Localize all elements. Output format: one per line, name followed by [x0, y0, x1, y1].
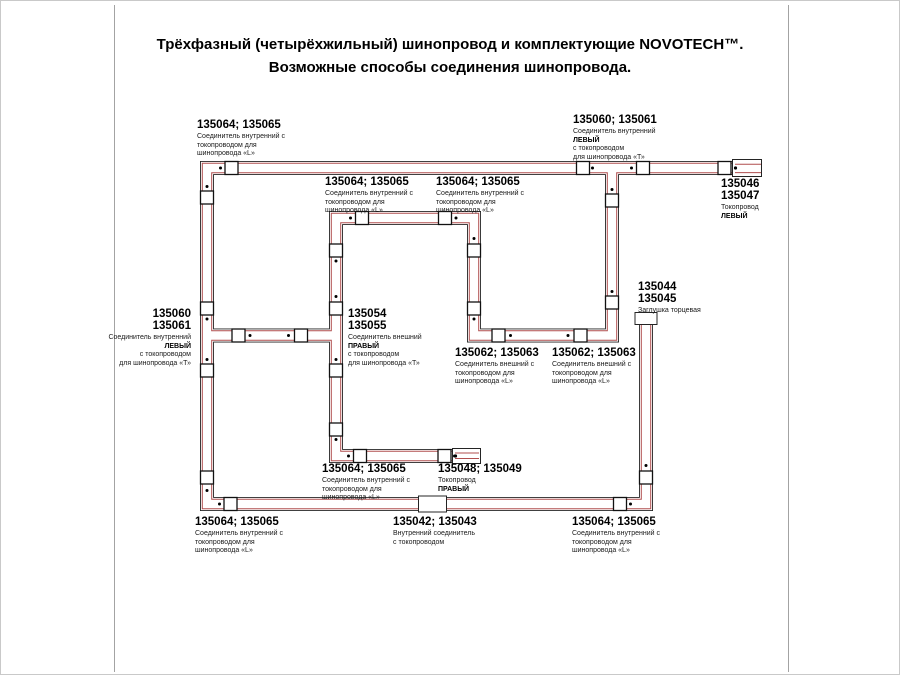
part-description-line: шинопровода «L» — [455, 378, 513, 385]
contact-dot — [335, 260, 338, 263]
connector-joint — [330, 302, 343, 315]
part-description-line: с токопроводом — [393, 538, 445, 546]
part-description-line: токопроводом для — [322, 485, 382, 493]
part-description-line: Токопровод — [721, 204, 759, 211]
contact-dot — [219, 167, 222, 170]
contact-dot — [335, 295, 338, 298]
connector-joint — [637, 162, 650, 175]
label-connector-outer-L-center-left — [455, 347, 539, 387]
part-description-line: для шинопровода «Т» — [348, 359, 420, 367]
part-numbers: 135048; 135049 — [438, 463, 522, 475]
connector-joint — [224, 498, 237, 511]
part-description-line: токопроводом для — [455, 369, 515, 377]
label-connector-inner-L-top-left — [197, 119, 285, 159]
label-connector-outer-L-center-right — [552, 347, 636, 387]
contact-dot — [473, 237, 476, 240]
part-description — [108, 334, 191, 368]
contact-dot — [611, 188, 614, 191]
part-description-line: ПРАВЫЙ — [348, 342, 380, 350]
part-description-line: Соединитель внутренний — [573, 128, 656, 135]
power-feed-left-piece-contact-dot — [734, 166, 737, 169]
part-description — [573, 128, 657, 162]
connector-joint — [225, 162, 238, 175]
part-description-line: Внутренний соединитель — [393, 530, 476, 537]
part-numbers: 135064; 135065 — [197, 119, 281, 131]
contact-dot — [206, 318, 209, 321]
connector-joint — [574, 329, 587, 342]
contact-dot — [629, 503, 632, 506]
contact-dot — [349, 217, 352, 220]
connector-joint — [718, 162, 731, 175]
contact-dot — [335, 358, 338, 361]
label-connector-inner-straight-bottom — [393, 516, 477, 547]
part-description-line: ПРАВЫЙ — [438, 485, 470, 493]
part-numbers: 135060; 135061 — [573, 114, 657, 126]
part-description-line: для шинопровода «Т» — [573, 153, 645, 161]
part-description-line: Соединитель внутренний с — [572, 530, 660, 537]
connector-joint — [468, 244, 481, 257]
contact-dot — [591, 167, 594, 170]
part-numbers: 135060 — [152, 308, 191, 320]
part-description-line: шинопровода «L» — [195, 547, 253, 554]
contact-dot — [206, 489, 209, 492]
part-description-line: шинопровода «L» — [325, 207, 383, 214]
part-description-line: ЛЕВЫЙ — [573, 136, 600, 144]
connector-joint — [606, 194, 619, 207]
label-conductor-left — [721, 178, 759, 221]
part-description — [438, 477, 522, 494]
contact-dot — [567, 334, 570, 337]
title-line-2: Возможные способы соединения шинопровода. — [268, 59, 632, 76]
contact-dot — [509, 334, 512, 337]
part-description-line: токопроводом для — [197, 141, 257, 149]
part-description-line: с токопроводом — [573, 145, 625, 152]
part-description-line: Соединитель внешний — [348, 334, 422, 341]
connector-joint — [354, 450, 367, 463]
label-connector-outer-T-right-center — [348, 308, 422, 368]
contact-dot — [453, 455, 456, 458]
part-description-line: Токопровод — [438, 477, 476, 484]
part-description — [572, 530, 660, 556]
title-line-1: Трёхфазный (четырёхжильный) шинопровод и комплектующие NOVOTECH™. — [156, 36, 744, 53]
connector-joint — [232, 329, 245, 342]
connector-joint — [201, 191, 214, 204]
contact-dot — [645, 464, 648, 467]
part-description-line: Соединитель внутренний с — [195, 530, 283, 537]
part-description — [638, 307, 701, 316]
part-numbers: 135062; 135063 — [552, 347, 636, 359]
connector-joint — [330, 364, 343, 377]
connector-joint — [201, 302, 214, 315]
contact-dot — [630, 167, 633, 170]
part-description — [348, 334, 422, 368]
part-description-line: с токопроводом — [348, 351, 400, 358]
connector-joint — [438, 450, 451, 463]
part-numbers: 135061 — [152, 320, 191, 332]
contact-dot — [455, 217, 458, 220]
part-description — [322, 477, 410, 503]
part-numbers: 135044 — [638, 281, 677, 293]
connector-joint — [492, 329, 505, 342]
label-connector-inner-L-bottom-mid — [322, 463, 410, 503]
label-connector-inner-L-bottom-right — [572, 516, 660, 556]
part-description-line: токопроводом для — [195, 538, 255, 546]
connector-joint — [330, 244, 343, 257]
part-description — [436, 190, 524, 216]
part-description — [721, 204, 759, 221]
part-description-line: токопроводом для — [325, 198, 385, 206]
part-numbers: 135062; 135063 — [455, 347, 539, 359]
part-numbers: 135047 — [721, 190, 760, 202]
label-connector-inner-L-mid-left — [325, 176, 413, 216]
contact-dot — [206, 358, 209, 361]
connector-joint — [295, 329, 308, 342]
part-description-line: шинопровода «L» — [197, 150, 255, 157]
part-description-line: шинопровода «L» — [552, 378, 610, 385]
part-description-line: Соединитель внутренний с — [197, 133, 285, 140]
connector-joint — [201, 471, 214, 484]
part-description-line: ЛЕВЫЙ — [164, 342, 191, 350]
part-numbers: 135064; 135065 — [572, 516, 656, 528]
part-description — [455, 361, 539, 387]
part-description-line: ЛЕВЫЙ — [721, 212, 748, 220]
part-description-line: Соединитель внешний с — [552, 361, 632, 368]
contact-dot — [347, 455, 350, 458]
part-description-line: токопроводом для — [572, 538, 632, 546]
part-description-line: Соединитель внутренний с — [436, 190, 524, 197]
connector-joint — [577, 162, 590, 175]
connector-joint — [640, 471, 653, 484]
connector-joint — [330, 423, 343, 436]
label-connector-inner-T-left-top-right — [573, 114, 657, 162]
label-conductor-right — [438, 463, 522, 494]
contact-dot — [611, 290, 614, 293]
part-numbers: 135042; 135043 — [393, 516, 477, 528]
part-numbers: 135054 — [348, 308, 387, 320]
part-description — [325, 190, 413, 216]
part-description — [195, 530, 283, 556]
part-description-line: с токопроводом — [139, 351, 191, 358]
contact-dot — [335, 438, 338, 441]
part-description-line: Соединитель внешний с — [455, 361, 535, 368]
part-numbers: 135064; 135065 — [325, 176, 409, 188]
contact-dot — [249, 334, 252, 337]
part-description-line: Соединитель внутренний с — [322, 477, 410, 484]
contact-dot — [206, 185, 209, 188]
contact-dot — [473, 318, 476, 321]
part-description-line: для шинопровода «Т» — [119, 359, 191, 367]
part-description-line: Соединитель внутренний с — [325, 190, 413, 197]
straight-connector-piece — [419, 496, 447, 512]
part-description-line: токопроводом для — [552, 369, 612, 377]
part-numbers: 135045 — [638, 293, 677, 305]
part-numbers: 135064; 135065 — [322, 463, 406, 475]
part-description-line: токопроводом для — [436, 198, 496, 206]
contact-dot — [218, 503, 221, 506]
part-description — [197, 133, 285, 159]
part-description — [552, 361, 636, 387]
part-numbers: 135064; 135065 — [436, 176, 520, 188]
connector-joint — [201, 364, 214, 377]
label-connector-inner-T-left-mid — [108, 308, 191, 368]
part-description-line: шинопровода «L» — [572, 547, 630, 554]
part-description-line: Соединитель внутренний — [108, 334, 191, 341]
part-description-line: шинопровода «L» — [322, 494, 380, 501]
connector-joint — [614, 498, 627, 511]
part-numbers: 135055 — [348, 320, 387, 332]
connector-joint — [606, 296, 619, 309]
label-end-cap — [638, 281, 701, 316]
contact-dot — [287, 334, 290, 337]
part-description-line: шинопровода «L» — [436, 207, 494, 214]
label-connector-inner-L-mid-right — [436, 176, 524, 216]
part-numbers: 135046 — [721, 178, 760, 190]
label-connector-inner-L-bottom-left — [195, 516, 283, 556]
part-numbers: 135064; 135065 — [195, 516, 279, 528]
connector-joint — [468, 302, 481, 315]
part-description — [393, 530, 477, 547]
part-description-line: Заглушка торцевая — [638, 307, 701, 314]
